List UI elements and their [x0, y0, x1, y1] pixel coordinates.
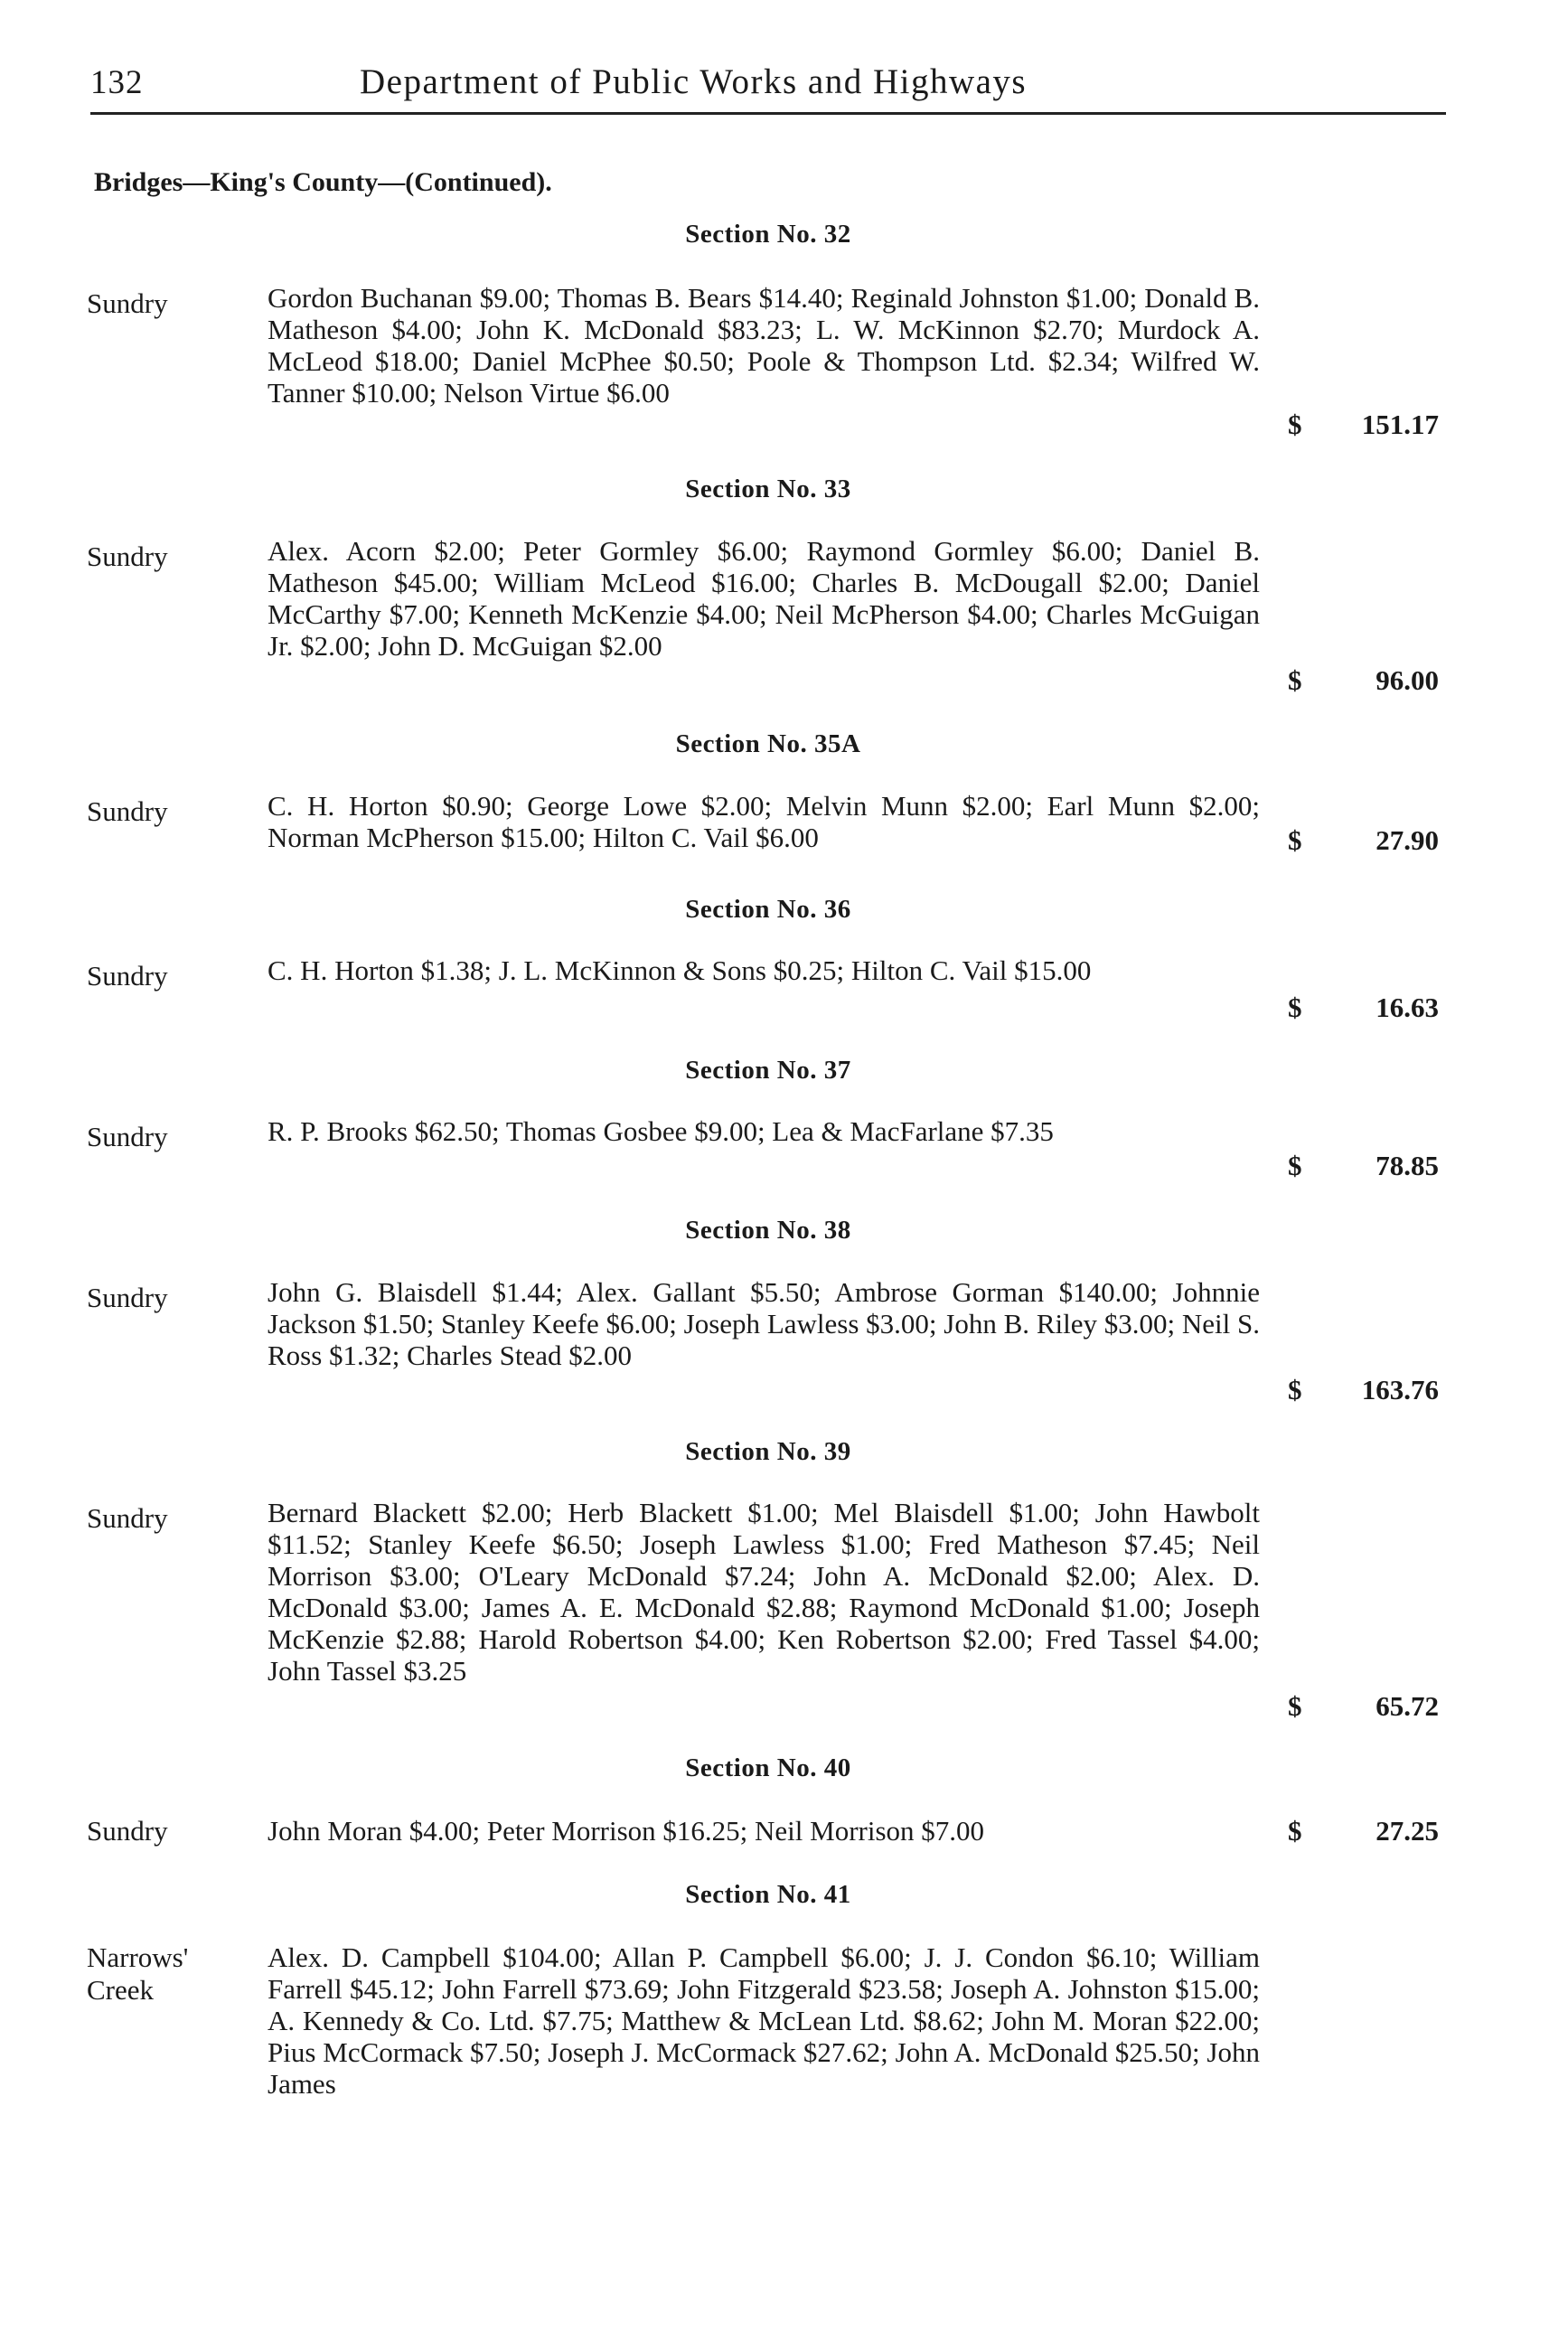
section-heading: Section No. 33 — [685, 475, 851, 503]
entry-amount: 27.90 — [1376, 824, 1439, 856]
entry-amount: 96.00 — [1376, 664, 1439, 696]
section-heading: Section No. 35A — [675, 729, 861, 758]
running-title: Department of Public Works and Highways — [360, 62, 1028, 101]
entry-text: Alex. D. Campbell $104.00; Allan P. Campbell $6.00; J. J. Condon $6.10; William Farrell $45.12; John Farrell $73.69; John Fitzgerald $23.58; Joseph A. Johnston $15.00; A. Kennedy & Co. Ltd. $7.75; Matthew & McLean Ltd. $8.62; John M. Moran $22.00; Pius McCormack $7.50; Joseph J. McCormack $27.62; John A. McDonald $25.50; John James — [268, 1941, 1260, 2100]
entry-label: Sundry — [87, 1282, 168, 1313]
entry-label: Narrows' Creek — [87, 1941, 189, 2006]
section-heading: Section No. 32 — [685, 220, 851, 249]
dollar-sign: $ — [1288, 1374, 1302, 1405]
section-heading: Section No. 37 — [685, 1056, 851, 1085]
entry-amount: 65.72 — [1376, 1690, 1439, 1722]
entry-amount: 78.85 — [1376, 1150, 1439, 1181]
dollar-sign: $ — [1288, 1150, 1302, 1181]
entry-text: Gordon Buchanan $9.00; Thomas B. Bears $14.40; Reginald Johnston $1.00; Donald B. Matheson $4.00; John K. McDonald $83.23; L. W. McKinnon $2.70; Murdock A. McLeod $18.00; Daniel McPhee $0.50; Poole & Thompson Ltd. $2.34; Wilfred W. Tanner $10.00; Nelson Virtue $6.00 — [268, 282, 1260, 409]
entry-text: R. P. Brooks $62.50; Thomas Gosbee $9.00; Lea & MacFarlane $7.35 — [268, 1115, 1054, 1147]
page-number: 132 — [90, 64, 144, 101]
section-heading: Section No. 36 — [685, 895, 851, 924]
entry-amount: 151.17 — [1361, 409, 1439, 440]
entry-text: C. H. Horton $1.38; J. L. McKinnon & Sons $0.25; Hilton C. Vail $15.00 — [268, 954, 1092, 986]
dollar-sign: $ — [1288, 1815, 1302, 1847]
entry-text: John G. Blaisdell $1.44; Alex. Gallant $5.50; Ambrose Gorman $140.00; Johnnie Jackson $1.50; Stanley Keefe $6.00; Joseph Lawless $3.00; John B. Riley $3.00; Neil S. Ross $1.32; Charles Stead $2.00 — [268, 1276, 1260, 1371]
entry-text: Alex. Acorn $2.00; Peter Gormley $6.00; Raymond Gormley $6.00; Daniel B. Matheson $45.00; William McLeod $16.00; Charles B. McDougall $2.00; Daniel McCarthy $7.00; Kenneth McKenzie $4.00; Neil McPherson $4.00; Charles McGuigan Jr. $2.00; John D. McGuigan $2.00 — [268, 535, 1260, 662]
dollar-sign: $ — [1288, 1690, 1302, 1722]
dollar-sign: $ — [1288, 409, 1302, 440]
entry-label: Sundry — [87, 1121, 168, 1152]
entry-text: Bernard Blackett $2.00; Herb Blackett $1.00; Mel Blaisdell $1.00; John Hawbolt $11.52; Stanley Keefe $6.50; Joseph Lawless $1.00; Fred Matheson $7.45; Neil Morrison $3.00; O'Leary McDonald $7.24; John A. McDonald $2.00; Alex. D. McDonald $3.00; James A. E. McDonald $2.88; Raymond McDonald $1.00; Joseph McKenzie $2.88; Harold Robertson $4.00; Ken Robertson $2.00; Fred Tassel $4.00; John Tassel $3.25 — [268, 1497, 1260, 1687]
dollar-sign: $ — [1288, 664, 1302, 696]
section-heading: Section No. 38 — [685, 1216, 851, 1245]
section-heading: Section No. 40 — [685, 1753, 851, 1782]
dollar-sign: $ — [1288, 824, 1302, 856]
entry-label: Sundry — [87, 1815, 168, 1847]
header-rule — [90, 112, 1446, 115]
entry-text: John Moran $4.00; Peter Morrison $16.25; Neil Morrison $7.00 — [268, 1815, 985, 1847]
entry-amount: 16.63 — [1376, 992, 1439, 1023]
entry-amount: 27.25 — [1376, 1815, 1439, 1847]
entry-label: Sundry — [87, 960, 168, 992]
entry-text: C. H. Horton $0.90; George Lowe $2.00; Melvin Munn $2.00; Earl Munn $2.00; Norman McPherson $15.00; Hilton C. Vail $6.00 — [268, 790, 1260, 853]
dollar-sign: $ — [1288, 992, 1302, 1023]
section-heading: Section No. 41 — [685, 1880, 851, 1909]
continued-heading: Bridges—King's County—(Continued). — [94, 167, 552, 197]
entry-label: Sundry — [87, 795, 168, 827]
entry-amount: 163.76 — [1361, 1374, 1439, 1405]
entry-label: Sundry — [87, 1502, 168, 1534]
entry-label: Sundry — [87, 287, 168, 319]
entry-label: Sundry — [87, 540, 168, 572]
section-heading: Section No. 39 — [685, 1437, 851, 1466]
page-header — [90, 56, 1446, 110]
